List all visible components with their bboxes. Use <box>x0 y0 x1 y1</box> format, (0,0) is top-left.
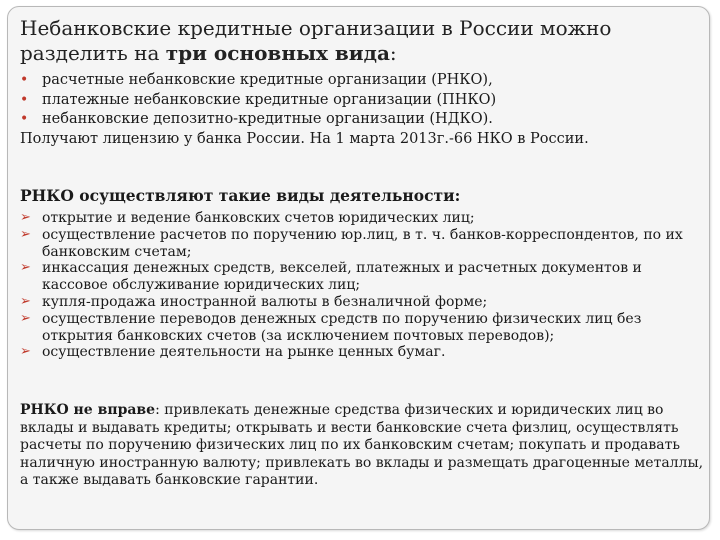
rnko-activity-item <box>20 227 710 261</box>
rnko-activity-item <box>20 344 710 361</box>
slide-heading <box>20 16 700 66</box>
rnko-activity-text: осуществление переводов денежных средств по поручению физических лиц без открытия банковских счетов (за исключением почтовых переводов); <box>42 310 642 344</box>
rnko-activity-item <box>20 210 710 227</box>
rnko-title: РНКО осуществляют такие виды деятельности: <box>20 186 461 205</box>
heading-line-2-pre: разделить на <box>20 41 166 65</box>
nko-type-text: небанковские депозитно-кредитные организации (НДКО). <box>42 111 493 127</box>
bullet-dot-icon: • <box>20 111 29 127</box>
rnko-activity-item <box>20 260 710 294</box>
nko-type-text: платежные небанковские кредитные организации (ПНКО) <box>42 91 497 108</box>
heading-line-1: Небанковские кредитные организации в России можно <box>20 16 612 40</box>
bullet-dot-icon: • <box>20 72 29 88</box>
restrictions-text: : привлекать денежные средства физических и юридических лиц во вклады и выдавать кредиты; открывать и вести банковские счета физлиц, осуществлять расчеты по поручению физических лиц по их банковским счетам; покупать и продавать наличную иностранную валюту; привлекать во вклады и размещать драгоценные металлы, а также выдавать банковские гарантии. <box>20 402 704 488</box>
restrictions-label: РНКО не вправе <box>20 402 156 418</box>
nko-type-item <box>20 71 710 91</box>
rnko-activity-text: купля-продажа иностранной валюты в безналичной форме; <box>42 293 488 310</box>
heading-line-2-post: : <box>389 41 397 65</box>
rnko-activity-text: осуществление деятельности на рынке ценных бумаг. <box>42 344 446 361</box>
nko-type-text: расчетные небанковские кредитные организации (РНКО), <box>42 72 493 88</box>
rnko-activity-item <box>20 311 710 345</box>
nko-type-item <box>20 91 710 111</box>
arrow-bullet-icon: ➢ <box>20 226 31 242</box>
rnko-activity-item <box>20 294 710 311</box>
license-note: Получают лицензию у банка России. На 1 марта 2013г.-66 НКО в России. <box>20 130 589 147</box>
arrow-bullet-icon: ➢ <box>20 344 31 360</box>
rnko-activity-text: осуществление расчетов по поручению юр.лиц, в т. ч. банков-корреспондентов, по их банковским счетам; <box>42 226 683 260</box>
arrow-bullet-icon: ➢ <box>20 310 31 326</box>
nko-types-list <box>20 71 710 149</box>
bullet-dot-icon: • <box>20 91 29 108</box>
rnko-section-title <box>20 186 710 206</box>
nko-type-item <box>20 110 710 130</box>
rnko-restrictions <box>20 402 710 490</box>
arrow-bullet-icon: ➢ <box>20 293 31 309</box>
arrow-bullet-icon: ➢ <box>20 260 31 276</box>
heading-emphasis: три основных вида <box>165 41 390 65</box>
rnko-activities-list <box>20 210 710 361</box>
arrow-bullet-icon: ➢ <box>20 210 31 225</box>
rnko-activity-text: инкассация денежных средств, векселей, платежных и расчетных документов и кассовое обслуживание юридических лиц; <box>42 260 642 294</box>
heading-line-2 <box>20 41 700 66</box>
rnko-activity-text: открытие и ведение банковских счетов юридических лиц; <box>42 210 475 226</box>
